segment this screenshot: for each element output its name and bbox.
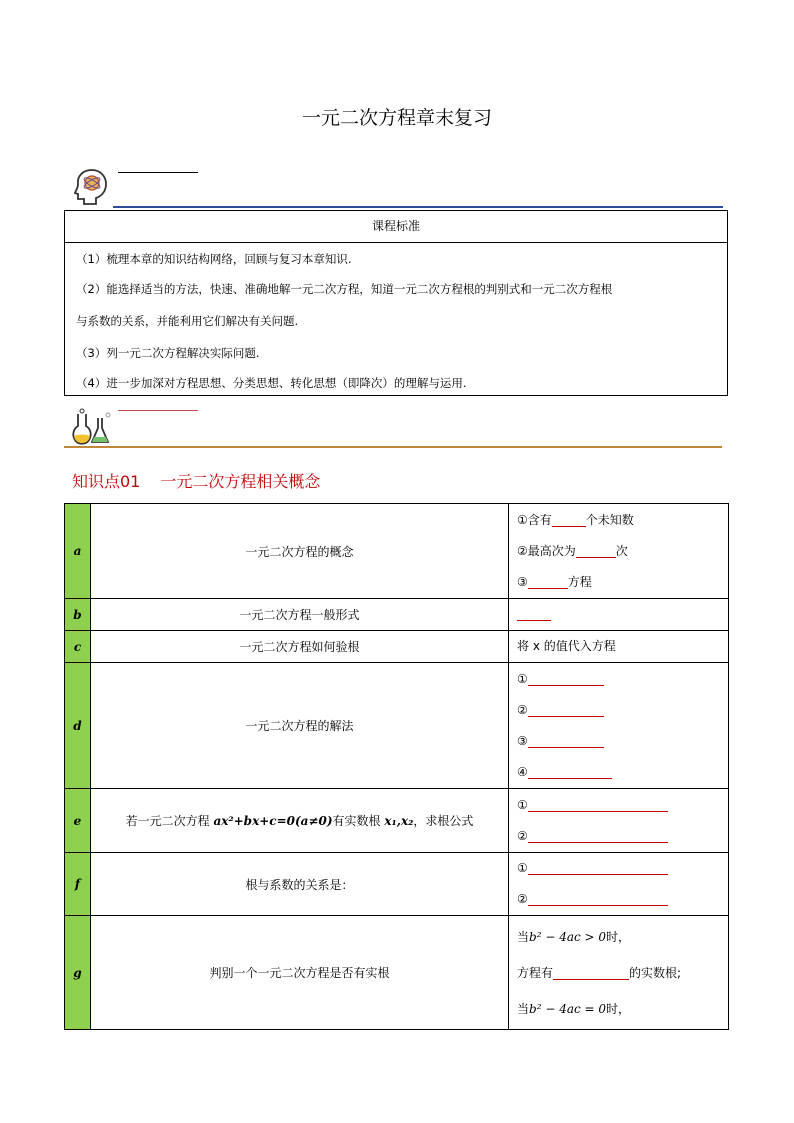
answer-suffix: 时， [606,929,631,944]
answer-suffix: 时， [606,1001,631,1016]
row-description: 一元二次方程的概念 [91,504,509,599]
row-letter: b [65,599,91,631]
row-description: 一元二次方程一般形式 [91,599,509,631]
answer-prefix: 当 [517,1001,530,1016]
answer-line [509,505,728,536]
answer-line [509,991,728,1027]
page-title: 一元二次方程章末复习 [301,107,492,129]
section-rule-short [118,410,198,411]
row-description: 一元二次方程如何验根 [91,631,509,663]
answer-prefix: ④ [517,764,528,779]
row-answer-cell [509,504,729,599]
fill-blank[interactable] [552,512,586,527]
row-description: 根与系数的关系是： [91,853,509,916]
flask-icon [70,408,112,448]
fill-blank[interactable] [517,606,551,621]
table-row [65,663,729,789]
fill-blank[interactable] [528,764,612,779]
fill-blank[interactable] [528,574,568,589]
answer-line [509,919,728,955]
answer-prefix: 方程有 [517,965,554,980]
table-row [65,599,729,631]
desc-text: 有实数根 [332,814,385,828]
fill-blank[interactable] [528,891,668,906]
row-letter: e [65,789,91,853]
answer-line [509,536,728,567]
desc-text: 若一元二次方程 [125,814,214,828]
fill-blank[interactable] [528,860,668,875]
discriminant-formula: b² − 4ac = 0 [529,1001,607,1016]
answer-prefix: ① [517,861,528,875]
table-row [65,504,729,599]
discriminant-formula: b² − 4ac > 0 [529,929,607,944]
fill-blank[interactable] [528,828,668,843]
answer-suffix: 个未知数 [585,512,634,527]
fill-blank[interactable] [576,543,616,558]
row-answer-cell [509,631,729,663]
knowledge-point-number: 知识点01 [72,472,141,491]
answer-suffix: 方程 [567,574,592,589]
row-answer-cell [509,599,729,631]
fill-blank[interactable] [528,797,668,812]
concept-table [64,503,729,1030]
answer-line [509,853,728,884]
standard-line-5: （4）进一步加深对方程思想、分类思想、转化思想（即降次）的理解与运用. [76,376,467,390]
answer-line: 将 x 的值代入方程 [517,639,616,653]
answer-prefix: ①含有 [517,512,552,527]
course-standards-box [64,210,728,396]
answer-prefix: ②最高次为 [517,543,576,558]
answer-line [509,695,728,726]
answer-prefix: ① [517,797,528,812]
row-answer-cell [509,663,729,789]
standard-line-1: （1）梳理本章的知识结构网络，回顾与复习本章知识. [76,252,352,266]
fill-blank[interactable] [553,965,629,980]
row-letter: g [65,916,91,1030]
row-description: 判别一个一元二次方程是否有实根 [91,916,509,1030]
row-answer-cell [509,853,729,916]
head-brain-icon [72,166,112,206]
standard-line-2: （2）能选择适当的方法，快速、准确地解一元二次方程，知道一元二次方程根的判别式和一元二次方程根 [76,282,613,296]
answer-line [509,599,728,630]
table-row [65,789,729,853]
answer-prefix: ② [517,828,528,843]
answer-line [509,757,728,788]
knowledge-point-title [72,469,320,492]
answer-prefix: ② [517,702,528,717]
header-rule [113,206,723,208]
row-description: 一元二次方程的解法 [91,663,509,789]
fill-blank[interactable] [528,733,604,748]
row-answer-cell [509,789,729,853]
row-answer-cell [509,916,729,1030]
standards-heading: 课程标准 [65,211,727,243]
roots: x₁,x₂ [384,814,414,828]
answer-prefix: ② [517,892,528,906]
table-row [65,631,729,663]
row-letter: f [65,853,91,916]
answer-line [509,821,728,852]
answer-prefix: 当 [517,929,530,944]
answer-line [509,567,728,598]
answer-line [509,955,728,991]
row-description [91,789,509,853]
table-row [65,916,729,1030]
section-rule [64,446,722,448]
header-rule-short [118,172,198,173]
answer-line [509,790,728,821]
answer-suffix: 的实数根; [629,965,682,980]
fill-blank[interactable] [528,671,604,686]
knowledge-point-name: 一元二次方程相关概念 [160,472,321,491]
row-letter: c [65,631,91,663]
standard-line-3: 与系数的关系，并能利用它们解决有关问题. [76,314,299,328]
equation: ax²+bx+c=0(a≠0) [213,814,333,828]
answer-line [509,884,728,915]
answer-line [509,664,728,695]
table-row [65,853,729,916]
answer-prefix: ③ [517,733,528,748]
answer-suffix: 次 [615,543,628,558]
row-letter: a [65,504,91,599]
answer-prefix: ③ [517,574,528,589]
fill-blank[interactable] [528,702,604,717]
answer-line [509,726,728,757]
answer-prefix: ① [517,671,528,686]
standard-line-4: （3）列一元二次方程解决实际问题. [76,346,260,360]
desc-text: ，求根公式 [413,814,474,828]
row-letter: d [65,663,91,789]
